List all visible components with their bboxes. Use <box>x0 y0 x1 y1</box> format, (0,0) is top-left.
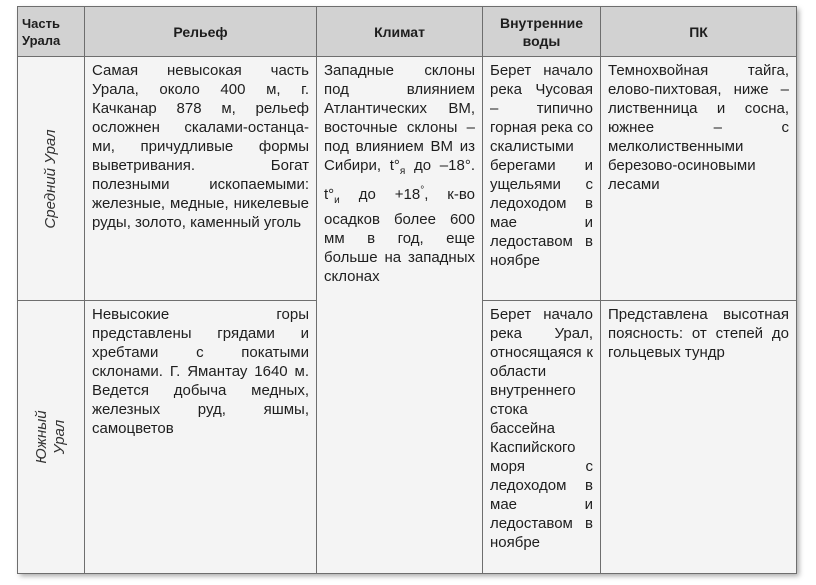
climate-sub-january: я <box>399 166 406 177</box>
header-relief: Рельеф <box>85 7 317 57</box>
climate-text-part2: до –18°. t° <box>324 157 475 203</box>
part-cell-south <box>18 301 85 574</box>
part-label-middle: Средний Урал <box>42 128 59 229</box>
ural-comparison-table <box>17 6 797 574</box>
relief-text-middle: Самая невысокая часть Урала, около 400 м, г. Качканар 878 м, рельеф осложнен скалами-останца-ми, причудливые формы выветривания. Богат полезными ископаемыми: железные, медные, никелевые руды, золото, каменный уголь <box>92 62 309 231</box>
table-row <box>18 57 797 301</box>
climate-sup-degree: ° <box>420 185 425 196</box>
waters-cell-middle <box>483 57 601 301</box>
part-label-south: Южный Урал <box>33 410 68 464</box>
relief-text-south: Невысокие горы представлены грядами и хребтами с покатыми склонами. Г. Ямантау 1640 м. Ведется добыча медных, железных руд, яшмы, самоцветов <box>92 306 309 437</box>
pk-text-middle: Темнохвойная тайга, елово-пихтовая, ниже – лиственница и сосна, южнее – с мелколиственными березово-осиновыми лесами <box>608 62 789 193</box>
climate-text <box>317 57 482 288</box>
waters-text-middle: Берет начало река Чусовая – типично горная река со скалистыми берегами и ущельями с ледоходом в мае и ледоставом в ноябре <box>490 62 593 269</box>
header-pk: ПК <box>601 7 797 57</box>
climate-text-part1: Западные склоны под влиянием Атлантических ВМ, восточные склоны – под влиянием ВМ из Сибири, t° <box>324 62 475 174</box>
part-cell-middle <box>18 57 85 301</box>
climate-text-part3: до +18 <box>339 186 421 203</box>
climate-text-part4: , к-во осадков более 600 мм в год, еще больше на западных склонах <box>324 186 475 285</box>
climate-cell <box>317 57 483 574</box>
pk-cell-south <box>601 301 797 574</box>
header-waters: Внутренние воды <box>483 7 601 57</box>
climate-sub-july: и <box>334 195 340 206</box>
header-climate: Климат <box>317 7 483 57</box>
relief-cell-middle <box>85 57 317 301</box>
header-part: Часть Урала <box>18 7 85 57</box>
relief-cell-south <box>85 301 317 574</box>
waters-cell-south <box>483 301 601 574</box>
waters-text-south: Берет начало река Урал, относящаяся к области внутреннего стока бассейна Каспийского моря с ледоходом в мае и ледоставом в ноябре <box>490 306 593 551</box>
ural-table-frame <box>17 6 796 573</box>
pk-cell-middle <box>601 57 797 301</box>
header-row <box>18 7 797 57</box>
pk-text-south: Представлена высотная поясность: от степей до гольцевых тундр <box>608 306 789 361</box>
